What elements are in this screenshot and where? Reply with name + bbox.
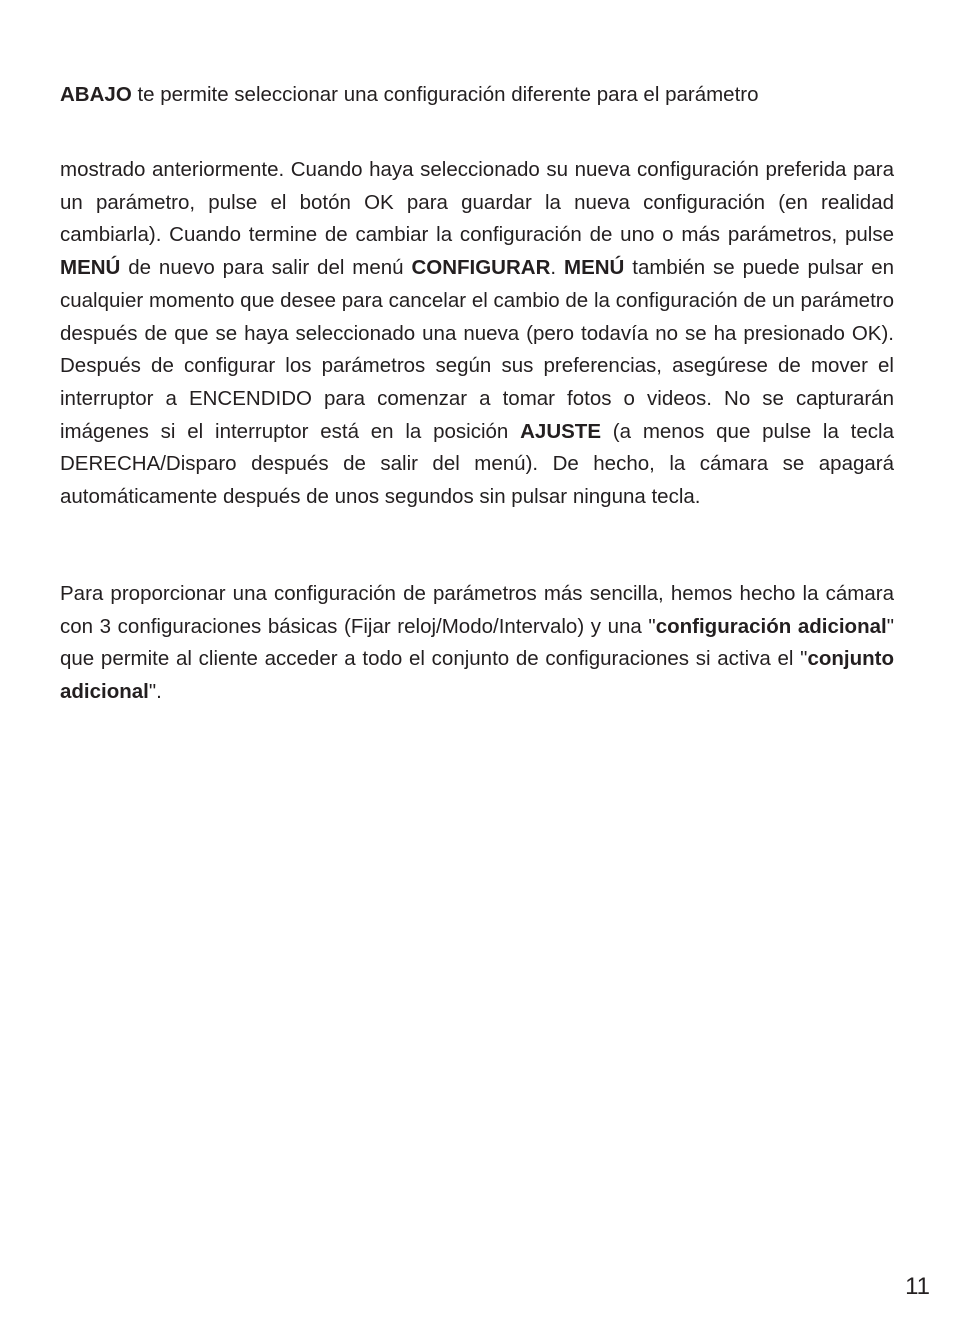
p1-text-5: (a menos que pulse la tecla DERECHA/Disparo después de salir del menú). De hecho, la cámara se apagará automáticamente después de unos segundos sin pulsar ninguna tecla.: [60, 419, 894, 509]
p2-text-1: Para proporcionar una configuración de parámetros más sencilla, hemos hecho la cámara con 3 configuraciones básicas (Fijar reloj/Modo/Intervalo) y una ": [60, 582, 894, 638]
p2-text-3: ".: [148, 680, 162, 704]
p1-text-1: mostrado anteriormente. Cuando haya seleccionado su nueva configuración preferida para un parámetro, pulse el botón OK para guardar la nueva configuración (en realidad cambiarla). Cuando termine de cambiar la configuración de uno o más parámetros, pulse: [60, 158, 894, 247]
p1-text-3: .: [550, 256, 564, 280]
p1-text-2: de nuevo para salir del menú: [120, 256, 412, 280]
p1-bold-menu-2: MENÚ: [564, 256, 625, 280]
page-number: 11: [905, 1273, 930, 1300]
intro-bold-term: ABAJO: [60, 83, 132, 106]
paragraph-settings-instructions: [60, 154, 894, 514]
paragraph-additional-config: [60, 578, 894, 709]
p1-bold-ajuste: AJUSTE: [520, 419, 602, 443]
p1-bold-menu-1: MENÚ: [60, 256, 121, 280]
p2-text-2: " que permite al cliente acceder a todo el conjunto de configuraciones si activa el ": [60, 614, 894, 671]
p1-bold-configurar: CONFIGURAR: [411, 256, 551, 280]
intro-text: te permite seleccionar una configuración diferente para el parámetro: [131, 83, 759, 106]
p2-bold-config-adicional: configuración adicional: [655, 614, 887, 638]
p1-text-4: también se puede pulsar en cualquier momento que desee para cancelar el cambio de la configuración de un parámetro después de que se haya seleccionado una nueva (pero todavía no se ha presionado OK). Después de configurar los parámetros según sus preferencias, asegúrese de mover el interruptor a ENCENDIDO para comenzar a tomar fotos o videos. No se capturarán imágenes si el interruptor está en la posición: [60, 256, 895, 443]
p2-bold-conjunto-adicional: conjunto adicional: [60, 647, 894, 704]
intro-line: [60, 80, 759, 110]
